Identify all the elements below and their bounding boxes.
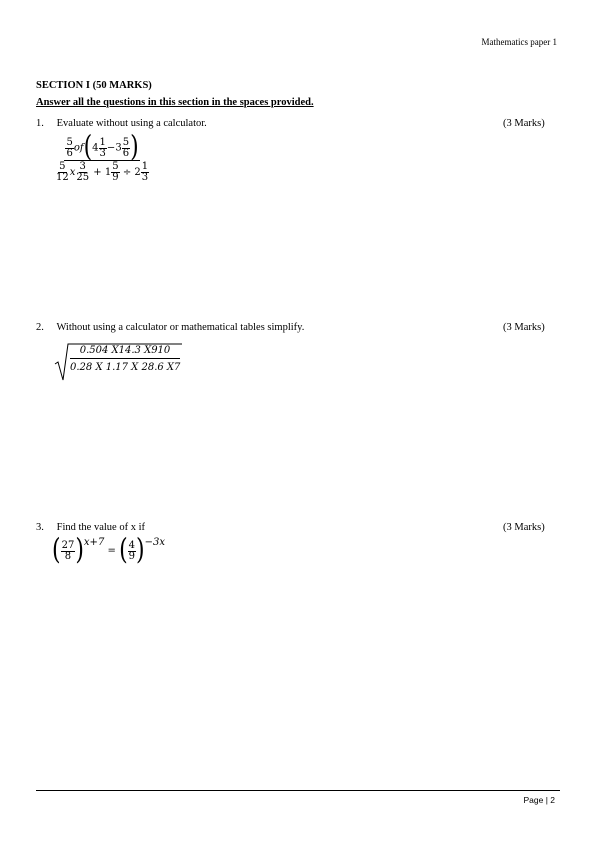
main-numerator: $\frac{5}{6}$ of(4 $\frac{1}{3}$ −3 $\frac{5}{6}$ ) xyxy=(66,131,139,164)
question-3-marks: (3 Marks) xyxy=(503,522,545,533)
fraction: $\frac{4}{9}$ xyxy=(128,539,136,562)
question-3-expression: ( $\frac{27}{8}$ )$^{x+7}$ = ( $\frac{4}{9}$ )$^{-3x}$ xyxy=(52,534,166,567)
question-number: 2. xyxy=(36,322,44,333)
fraction: $\frac{1}{3}$ xyxy=(99,136,106,159)
fraction: $\frac{5}{9}$ xyxy=(112,161,119,183)
question-1-expression xyxy=(54,131,150,183)
main-denominator: $\frac{5}{12}$ x $\frac{3}{25}$ + 1 $\frac{5}{9}$ ÷ 2 $\frac{1}{3}$ xyxy=(56,161,149,183)
footer-divider xyxy=(36,790,560,791)
exponent: x+7 xyxy=(83,537,105,549)
question-text: Evaluate without using a calculator. xyxy=(56,118,207,129)
question-2 xyxy=(36,322,304,333)
question-3 xyxy=(36,522,145,533)
section-title: SECTION I (50 MARKS) xyxy=(36,80,152,91)
question-1-marks: (3 Marks) xyxy=(503,118,545,129)
fraction: $\frac{5}{6}$ xyxy=(66,136,73,159)
fraction: $\frac{5}{12}$ xyxy=(56,161,69,183)
radical-numerator: 0.504 X14.3 X910 xyxy=(70,345,180,359)
fraction: $\frac{3}{25}$ xyxy=(76,161,90,183)
section-instruction: Answer all the questions in this section in the spaces provided. xyxy=(36,97,314,108)
fraction: $\frac{5}{6}$ xyxy=(122,136,130,159)
question-text: Find the value of x if xyxy=(56,522,145,533)
question-text: Without using a calculator or mathematical tables simplify. xyxy=(56,322,305,333)
page-number: Page | 2 xyxy=(523,795,555,805)
main-fraction xyxy=(54,131,150,183)
fraction: $\frac{27}{8}$ xyxy=(61,539,75,562)
question-1 xyxy=(36,118,207,129)
question-2-marks: (3 Marks) xyxy=(503,322,545,333)
exponent: −3x xyxy=(144,537,166,549)
fraction: $\frac{1}{3}$ xyxy=(141,161,149,183)
question-number: 1. xyxy=(36,118,44,129)
radical-denominator: 0.28 X 1.17 X 28.6 X7 xyxy=(70,362,181,373)
header-title: Mathematics paper 1 xyxy=(481,37,557,47)
question-number: 3. xyxy=(36,522,44,533)
